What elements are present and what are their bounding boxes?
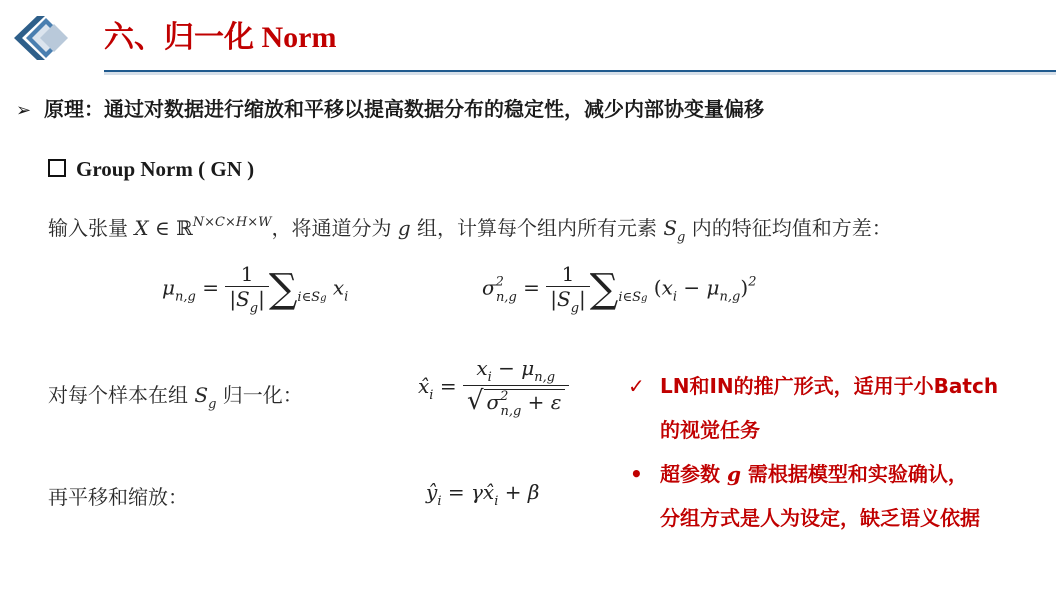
dot-bullet-icon: • [630,462,643,486]
input-text-end: 内的特征均值和方差： [691,216,892,240]
dot-note [628,452,1056,540]
notes-list [628,364,1056,540]
title-divider-shadow [104,72,1056,75]
slide-title: 六、归一化 Norm [104,21,337,54]
rescale-description [48,482,188,512]
normalize-text: 对每个样本在组 [48,383,188,407]
arrow-bullet-icon: ➢ [16,100,32,121]
principle-text: 原理：通过对数据进行缩放和平移以提高数据分布的稳定性，减少内部协变量偏移 [44,97,764,121]
normalize-description [48,380,303,420]
checkmark-icon: ✓ [628,374,645,398]
dot-note-text-a: 超参数 [660,462,720,486]
normalize-group-symbol: $S_g$ [194,383,217,412]
group-symbol: g [397,216,411,240]
normalize-text-end: 归一化： [222,383,303,407]
normalize-formula: $x̂_i$ = $\frac{x_i - \mu_{n,g}}{√ \sigma^2_{n,g} + \varepsilon}$ [418,356,569,419]
input-text-middle: ，将通道分为 [271,216,392,240]
rescale-text: 再平移和缩放： [48,485,188,509]
dot-note-line1 [628,452,1056,496]
variance-formula: $\sigma^2_{n,g}$ = $\frac{1}{|S_g|}$ $\sum_{i\in Sg}$ $(x_i - \mu_{n,g})^2$ [482,262,757,316]
check-note-line2: 的视觉任务 [660,418,760,442]
input-text-suffix: 组，计算每个组内所有元素 [416,216,657,240]
input-text-prefix: 输入张量 [48,216,128,240]
section-heading-text: Group Norm ( GN ) [76,157,255,181]
square-bullet-icon [48,159,66,177]
section-heading [48,154,254,184]
principle-line [16,94,764,126]
check-note-line1: LN和IN的推广形式，适用于小Batch [660,374,999,398]
tensor-formula: X ∈ ℝ$^{N\times C\times H\times W}$ [134,215,272,240]
input-description [48,208,892,253]
dot-note-line2: 分组方式是人为设定，缺乏语义依据 [660,506,980,530]
dot-note-text-b: 需根据模型和实验确认， [747,462,968,486]
logo-diamond-icon [10,12,84,64]
hyperparam-g-symbol: g [726,462,741,486]
mean-formula: $\mu_{n,g}$ = $\frac{1}{|S_g|}$ $\sum_{i\in Sg}$ $x_i$ [162,262,349,316]
check-note [628,364,1056,452]
rescale-formula: $ŷ_i$ = $\gamma x̂_i + \beta$ [426,480,540,509]
group-set-symbol: $S_g$ [663,216,686,245]
